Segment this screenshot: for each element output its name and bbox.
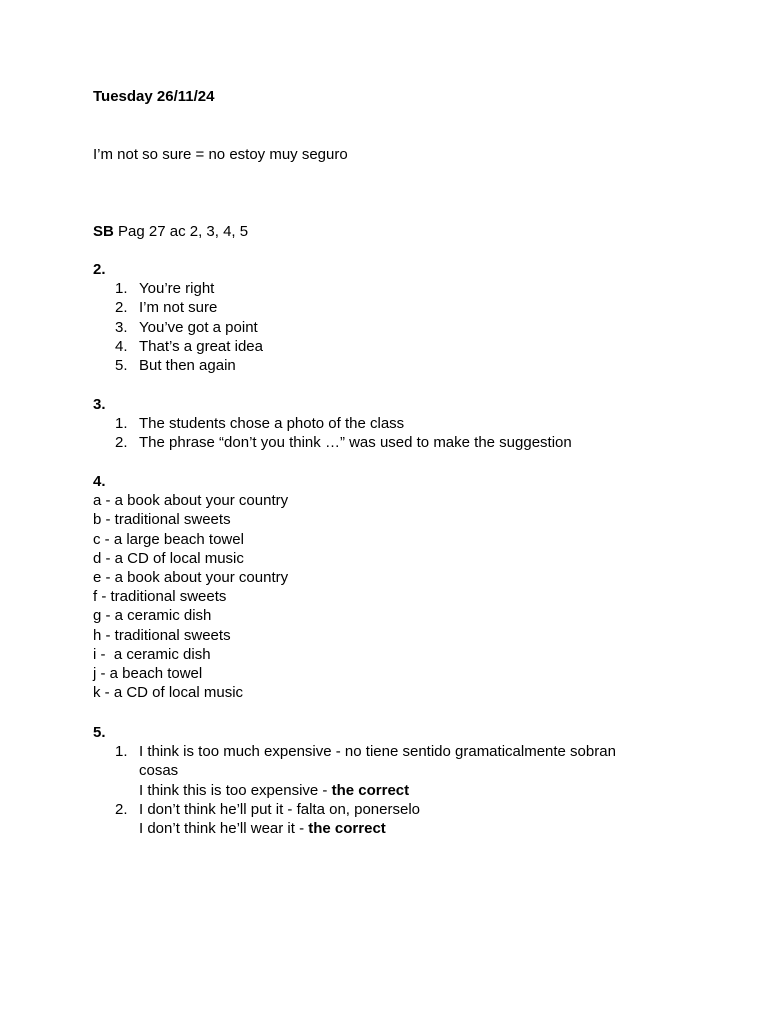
answer-line: f - traditional sweets xyxy=(93,588,227,606)
correction-line: I don’t think he’ll wear it - the correct xyxy=(139,819,386,837)
answer-line: b - traditional sweets xyxy=(93,511,231,529)
answer-line: g - a ceramic dish xyxy=(93,607,212,625)
exercise-3-heading: 3. xyxy=(93,396,106,413)
list-item: 2. The phrase “don’t you think …” was used to make the suggestion xyxy=(115,434,572,452)
exercise-2 xyxy=(93,260,673,375)
answer-line: c - a large beach towel xyxy=(93,530,244,548)
sb-assignment xyxy=(93,222,673,241)
exercise-4-heading: 4. xyxy=(93,473,106,490)
answer-line: e - a book about your country xyxy=(93,568,289,586)
date-heading: Tuesday 26/11/24 xyxy=(93,88,215,105)
list-item: 3. You’ve got a point xyxy=(115,318,258,336)
answer-line: j - a beach towel xyxy=(93,664,203,682)
exercise-2-heading: 2. xyxy=(93,261,106,278)
exercise-4 xyxy=(93,472,673,702)
answer-line: h - traditional sweets xyxy=(93,626,231,644)
list-item: 2. I don’t think he’ll put it - falta on, ponerselo xyxy=(115,800,421,818)
exercise-5 xyxy=(93,723,673,838)
correction-line: I think this is too expensive - the correct xyxy=(139,781,410,799)
list-item: 4. That’s a great idea xyxy=(115,337,263,355)
answer-line: i - a ceramic dish xyxy=(93,645,211,663)
list-item: 1. I think is too much expensive - no tiene sentido gramaticalmente sobran cosas xyxy=(115,743,616,780)
list-item: 2. I’m not sure xyxy=(115,299,218,317)
sb-label: SB xyxy=(93,223,114,240)
list-item: 1. The students chose a photo of the class xyxy=(115,415,405,433)
list-item: 1. You’re right xyxy=(115,280,215,298)
answer-line: k - a CD of local music xyxy=(93,684,244,702)
sb-pages: Pag 27 ac 2, 3, 4, 5 xyxy=(113,223,249,240)
vocab-phrase: I’m not so sure = no estoy muy seguro xyxy=(93,146,348,163)
answer-line: a - a book about your country xyxy=(93,492,289,510)
exercise-5-heading: 5. xyxy=(93,724,106,741)
exercise-3 xyxy=(93,395,673,453)
list-item: 5. But then again xyxy=(115,356,236,374)
answer-line: d - a CD of local music xyxy=(93,549,244,567)
